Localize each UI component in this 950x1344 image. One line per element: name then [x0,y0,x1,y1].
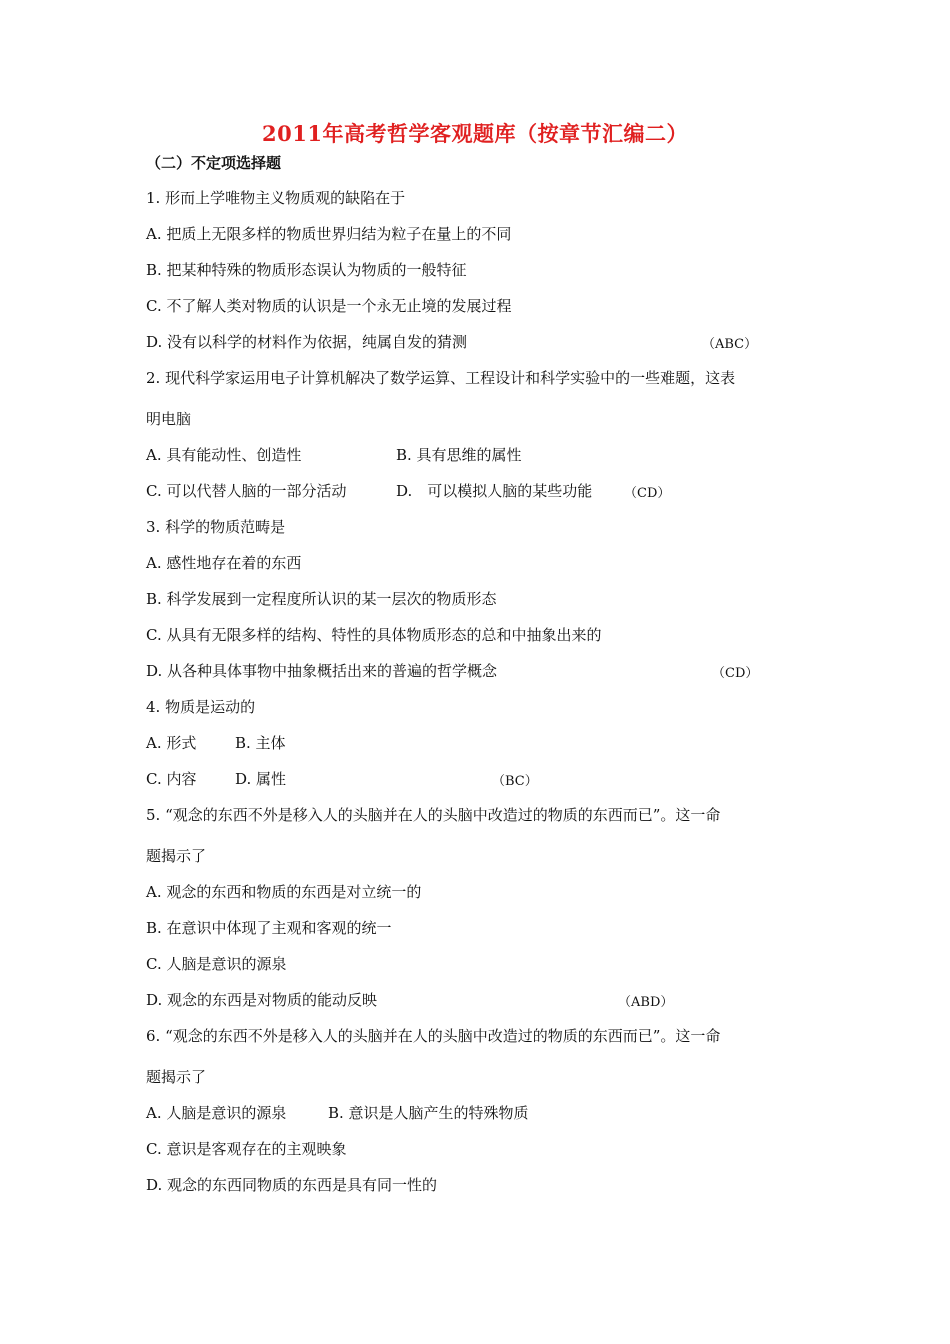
q2-stem-line1: 2. 现代科学家运用电子计算机解决了数学运算、工程设计和科学实验中的一些难题，这表 [146,369,736,387]
q4-option-a: A. 形式 [146,734,197,752]
q6-stem-line1: 6. “观念的东西不外是移入人的头脑并在人的头脑中改造过的物质的东西而已”。这一命 [146,1027,721,1045]
q2-answer: （CD） [624,486,671,501]
q3-option-a: A. 感性地存在着的东西 [146,554,302,572]
section-heading: （二）不定项选择题 [146,154,282,172]
q2-option-a: A. 具有能动性、创造性 [146,446,302,464]
q4-stem: 4. 物质是运动的 [146,698,256,716]
page-title: 2011年高考哲学客观题库（按章节汇编二） [262,121,688,146]
q2-option-b: B. 具有思维的属性 [396,446,522,464]
q1-option-d: D. 没有以科学的材料作为依据，纯属自发的猜测 [146,333,468,351]
q1-stem: 1. 形而上学唯物主义物质观的缺陷在于 [146,189,406,207]
q6-option-c: C. 意识是客观存在的主观映象 [146,1140,347,1158]
q1-option-b: B. 把某种特殊的物质形态误认为物质的一般特征 [146,261,467,279]
q5-answer: （ABD） [618,995,674,1010]
q3-stem: 3. 科学的物质范畴是 [146,518,286,536]
q1-option-a: A. 把质上无限多样的物质世界归结为粒子在量上的不同 [146,225,512,243]
q6-stem-line2: 题揭示了 [146,1068,207,1086]
q3-option-b: B. 科学发展到一定程度所认识的某一层次的物质形态 [146,590,497,608]
q6-option-b: B. 意识是人脑产生的特殊物质 [328,1104,529,1122]
q4-option-d: D. 属性 [235,770,287,788]
q5-option-a: A. 观念的东西和物质的东西是对立统一的 [146,883,422,901]
q6-option-a: A. 人脑是意识的源泉 [146,1104,287,1122]
q4-answer: （BC） [492,774,538,789]
q1-answer: （ABC） [702,337,758,352]
q3-answer: （CD） [712,666,759,681]
q5-option-c: C. 人脑是意识的源泉 [146,955,287,973]
q5-option-d: D. 观念的东西是对物质的能动反映 [146,991,378,1009]
q3-option-d: D. 从各种具体事物中抽象概括出来的普遍的哲学概念 [146,662,498,680]
q2-option-d: D. 可以模拟人脑的某些功能 [396,482,593,500]
q2-stem-line2: 明电脑 [146,410,192,428]
q2-option-c: C. 可以代替人脑的一部分活动 [146,482,347,500]
q1-option-c: C. 不了解人类对物质的认识是一个永无止境的发展过程 [146,297,512,315]
q4-option-b: B. 主体 [235,734,286,752]
q5-option-b: B. 在意识中体现了主观和客观的统一 [146,919,392,937]
q4-option-c: C. 内容 [146,770,197,788]
q5-stem-line1: 5. “观念的东西不外是移入人的头脑并在人的头脑中改造过的物质的东西而已”。这一命 [146,806,721,824]
q5-stem-line2: 题揭示了 [146,847,207,865]
q3-option-c: C. 从具有无限多样的结构、特性的具体物质形态的总和中抽象出来的 [146,626,602,644]
q6-option-d: D. 观念的东西同物质的东西是具有同一性的 [146,1176,438,1194]
